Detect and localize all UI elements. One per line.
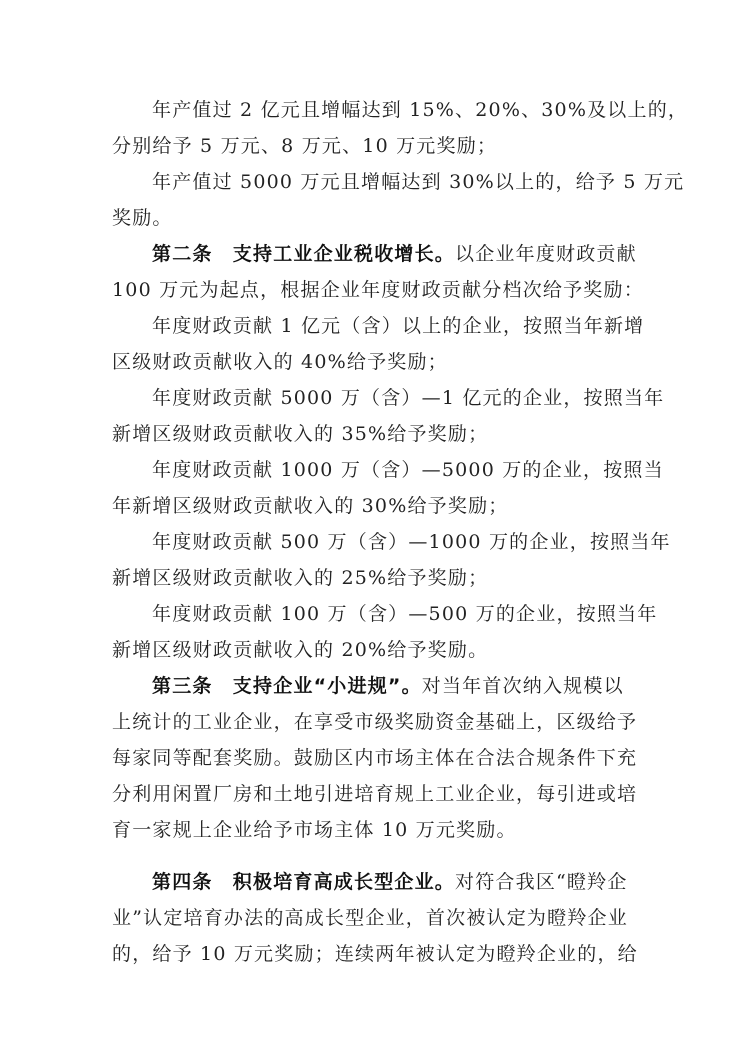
paragraph-line: 奖励。 <box>112 207 173 229</box>
paragraph-line: 新增区级财政贡献收入的 25%给予奖励； <box>112 567 489 589</box>
paragraph-line: 分利用闲置厂房和土地引进培育规上工业企业，每引进或培 <box>112 783 638 805</box>
paragraph-line: 业”认定培育办法的高成长型企业，首次被认定为瞪羚企业 <box>112 907 628 929</box>
article-4-heading: 第四条 积极培育高成长型企业。 <box>152 871 456 893</box>
paragraph-line: 年度财政贡献 1 亿元（含）以上的企业，按照当年新增 <box>152 315 645 337</box>
paragraph-line: 区级财政贡献收入的 40%给予奖励； <box>112 351 448 373</box>
article-3-heading-line <box>152 674 624 698</box>
article-3-heading: 第三条 支持企业“小进规”。 <box>152 675 422 697</box>
paragraph-line: 年度财政贡献 500 万（含）—1000 万的企业，按照当年 <box>152 531 671 553</box>
paragraph-line: 的，给予 10 万元奖励；连续两年被认定为瞪羚企业的，给 <box>112 943 638 965</box>
paragraph-line: 年度财政贡献 1000 万（含）—5000 万的企业，按照当 <box>152 459 664 481</box>
paragraph-line: 100 万元为起点，根据企业年度财政贡献分档次给予奖励： <box>112 279 644 301</box>
paragraph-line: 年产值过 5000 万元且增幅达到 30%以上的，给予 5 万元 <box>152 171 685 193</box>
paragraph-line: 年产值过 2 亿元且增幅达到 15%、20%、30%及以上的， <box>152 99 689 121</box>
paragraph-line: 上统计的工业企业，在享受市级奖励资金基础上，区级给予 <box>112 711 638 733</box>
paragraph-line: 育一家规上企业给予市场主体 10 万元奖励。 <box>112 819 517 841</box>
article-2-heading: 第二条 支持工业企业税收增长。 <box>152 243 456 265</box>
paragraph-line: 新增区级财政贡献收入的 20%给予奖励。 <box>112 639 489 661</box>
paragraph-line: 分别给予 5 万元、8 万元、10 万元奖励； <box>112 135 498 157</box>
paragraph-line: 每家同等配套奖励。鼓励区内市场主体在合法合规条件下充 <box>112 747 638 769</box>
paragraph-line: 年度财政贡献 5000 万（含）—1 亿元的企业，按照当年 <box>152 387 665 409</box>
article-4-heading-line <box>152 870 628 894</box>
article-4-text: 对符合我区“瞪羚企 <box>455 871 628 893</box>
paragraph-line: 年度财政贡献 100 万（含）—500 万的企业，按照当年 <box>152 603 658 625</box>
article-2-text: 以企业年度财政贡献 <box>455 243 637 265</box>
paragraph-line: 新增区级财政贡献收入的 35%给予奖励； <box>112 423 489 445</box>
article-3-text: 对当年首次纳入规模以 <box>421 675 624 697</box>
article-2-heading-line <box>152 242 637 266</box>
paragraph-line: 年新增区级财政贡献收入的 30%给予奖励； <box>112 495 509 517</box>
